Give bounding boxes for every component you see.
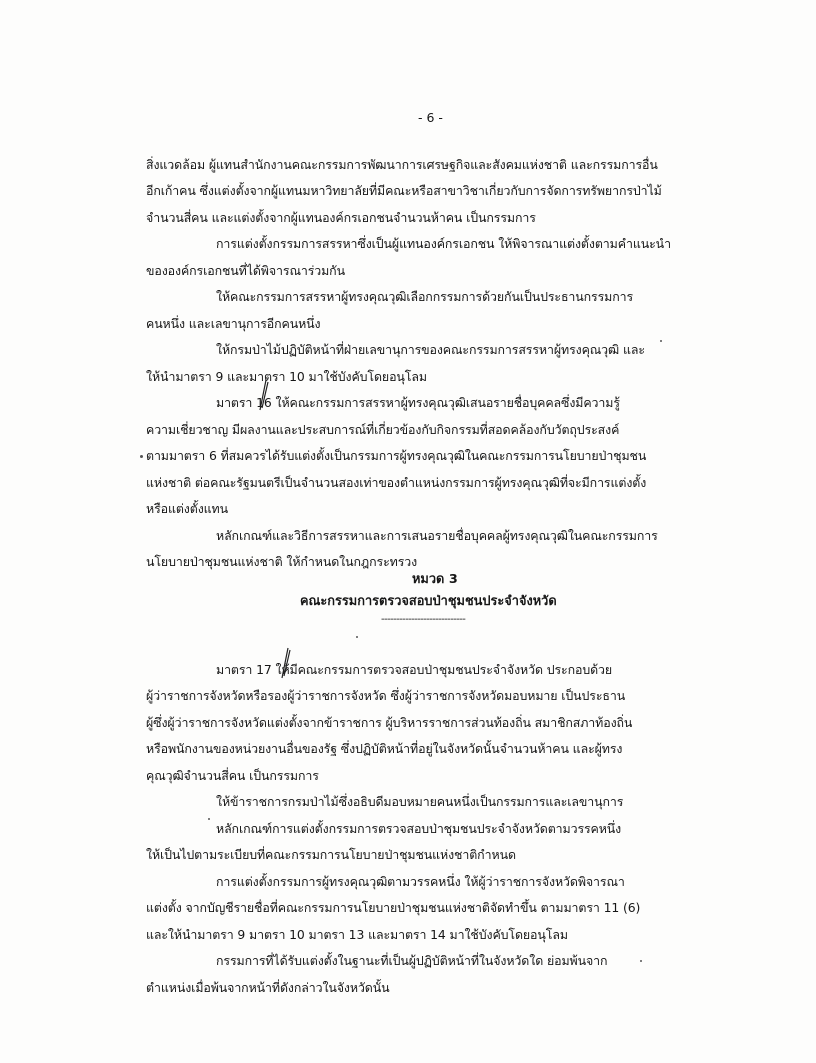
paragraph-line: ขององค์กรเอกชนที่ได้พิจารณาร่วมกัน xyxy=(146,263,345,278)
paragraph-line: ตามมาตรา 6 ที่สมควรได้รับแต่งตั้งเป็นกรรมการผู้ทรงคุณวุฒิในคณะกรรมการนโยบายป่าชุมชน xyxy=(146,448,647,463)
paragraph-line: มาตรา 17 ให้มีคณะกรรมการตรวจสอบป่าชุมชนประจำจังหวัด ประกอบด้วย xyxy=(216,662,613,677)
paragraph-line: ให้เป็นไปตามระเบียบที่คณะกรรมการนโยบายป่าชุมชนแห่งชาติกำหนด xyxy=(146,847,516,862)
scan-speck xyxy=(208,818,210,820)
paragraph-line: นโยบายป่าชุมชนแห่งชาติ ให้กำหนดในกฎกระทรวง xyxy=(146,554,418,569)
paragraph-line: ให้ข้าราชการกรมป่าไม้ซึ่งอธิบดีมอบหมายคนหนึ่งเป็นกรรมการและเลขานุการ xyxy=(216,794,624,809)
handwritten-mark xyxy=(256,378,270,412)
paragraph-line: หรือแต่งตั้งแทน xyxy=(146,501,228,516)
paragraph-line: การแต่งตั้งกรรมการสรรหาซึ่งเป็นผู้แทนองค์กรเอกชน ให้พิจารณาแต่งตั้งตามคำแนะนำ xyxy=(216,236,671,251)
scan-speck xyxy=(356,636,358,638)
paragraph-line: หลักเกณฑ์การแต่งตั้งกรรมการตรวจสอบป่าชุมชนประจำจังหวัดตามวรรคหนึ่ง xyxy=(216,821,622,836)
paragraph-line: มาตรา 16 ให้คณะกรรมการสรรหาผู้ทรงคุณวุฒิเสนอรายชื่อบุคคลซึ่งมีความรู้ xyxy=(216,395,620,410)
paragraph-line: การแต่งตั้งกรรมการผู้ทรงคุณวุฒิตามวรรคหนึ่ง ให้ผู้ว่าราชการจังหวัดพิจารณา xyxy=(216,874,625,889)
chapter-number: หมวด 3 xyxy=(412,572,458,587)
paragraph-line: ความเชี่ยวชาญ มีผลงานและประสบการณ์ที่เกี่ยวข้องกับกิจกรรมที่สอดคล้องกับวัตถุประสงค์ xyxy=(146,422,620,437)
chapter-title: คณะกรรมการตรวจสอบป่าชุมชนประจำจังหวัด xyxy=(300,594,557,609)
paragraph-line: คนหนึ่ง และเลขานุการอีกคนหนึ่ง xyxy=(146,316,321,331)
paragraph-line: กรรมการที่ได้รับแต่งตั้งในฐานะที่เป็นผู้ปฏิบัติหน้าที่ในจังหวัดใด ย่อมพ้นจาก xyxy=(216,953,608,968)
paragraph-line: คุณวุฒิจำนวนสี่คน เป็นกรรมการ xyxy=(146,768,319,783)
paragraph-line: อีกเก้าคน ซึ่งแต่งตั้งจากผู้แทนมหาวิทยาลัยที่มีคณะหรือสาขาวิชาเกี่ยวกับการจัดการทรัพยากรป่าไม้ xyxy=(146,183,662,198)
page-number: - 6 - xyxy=(418,110,443,125)
paragraph-line: หลักเกณฑ์และวิธีการสรรหาและการเสนอรายชื่อบุคคลผู้ทรงคุณวุฒิในคณะกรรมการ xyxy=(216,528,658,543)
paragraph-line: และให้นำมาตรา 9 มาตรา 10 มาตรา 13 และมาตรา 14 มาใช้บังคับโดยอนุโลม xyxy=(146,927,568,942)
scan-speck xyxy=(660,340,662,342)
paragraph-line: จำนวนสี่คน และแต่งตั้งจากผู้แทนองค์กรเอกชนจำนวนห้าคน เป็นกรรมการ xyxy=(146,210,536,225)
scan-speck xyxy=(640,960,642,962)
paragraph-line: ผู้ว่าราชการจังหวัดหรือรองผู้ว่าราชการจังหวัด ซึ่งผู้ว่าราชการจังหวัดมอบหมาย เป็นประธาน xyxy=(146,688,626,703)
paragraph-line: สิ่งแวดล้อม ผู้แทนสำนักงานคณะกรรมการพัฒนาการเศรษฐกิจและสังคมแห่งชาติ และกรรมการอื่น xyxy=(146,157,658,172)
handwritten-mark xyxy=(278,646,292,680)
paragraph-line: หรือพนักงานของหน่วยงานอื่นของรัฐ ซึ่งปฏิบัติหน้าที่อยู่ในจังหวัดนั้นจำนวนห้าคน และผู้ทรง xyxy=(146,741,623,756)
paragraph-line: แต่งตั้ง จากบัญชีรายชื่อที่คณะกรรมการนโยบายป่าชุมชนแห่งชาติจัดทำขึ้น ตามมาตรา 11 (6) xyxy=(146,900,641,915)
paragraph-line: ตำแหน่งเมื่อพ้นจากหน้าที่ดังกล่าวในจังหวัดนั้น xyxy=(146,980,390,995)
scan-speck xyxy=(140,455,143,458)
paragraph-line: ให้นำมาตรา 9 และมาตรา 10 มาใช้บังคับโดยอนุโลม xyxy=(146,369,427,384)
paragraph-line: ให้คณะกรรมการสรรหาผู้ทรงคุณวุฒิเลือกกรรมการด้วยกันเป็นประธานกรรมการ xyxy=(216,289,634,304)
separator: ---------------------------- xyxy=(381,614,466,625)
paragraph-line: แห่งชาติ ต่อคณะรัฐมนตรีเป็นจำนวนสองเท่าของตำแหน่งกรรมการผู้ทรงคุณวุฒิที่จะมีการแต่งตั้ง xyxy=(146,475,647,490)
paragraph-line: ให้กรมป่าไม้ปฏิบัติหน้าที่ฝ่ายเลขานุการของคณะกรรมการสรรหาผู้ทรงคุณวุฒิ และ xyxy=(216,342,645,357)
paragraph-line: ผู้ซึ่งผู้ว่าราชการจังหวัดแต่งตั้งจากข้าราชการ ผู้บริหารราชการส่วนท้องถิ่น สมาชิกสภาท้องถิ่น xyxy=(146,715,633,730)
